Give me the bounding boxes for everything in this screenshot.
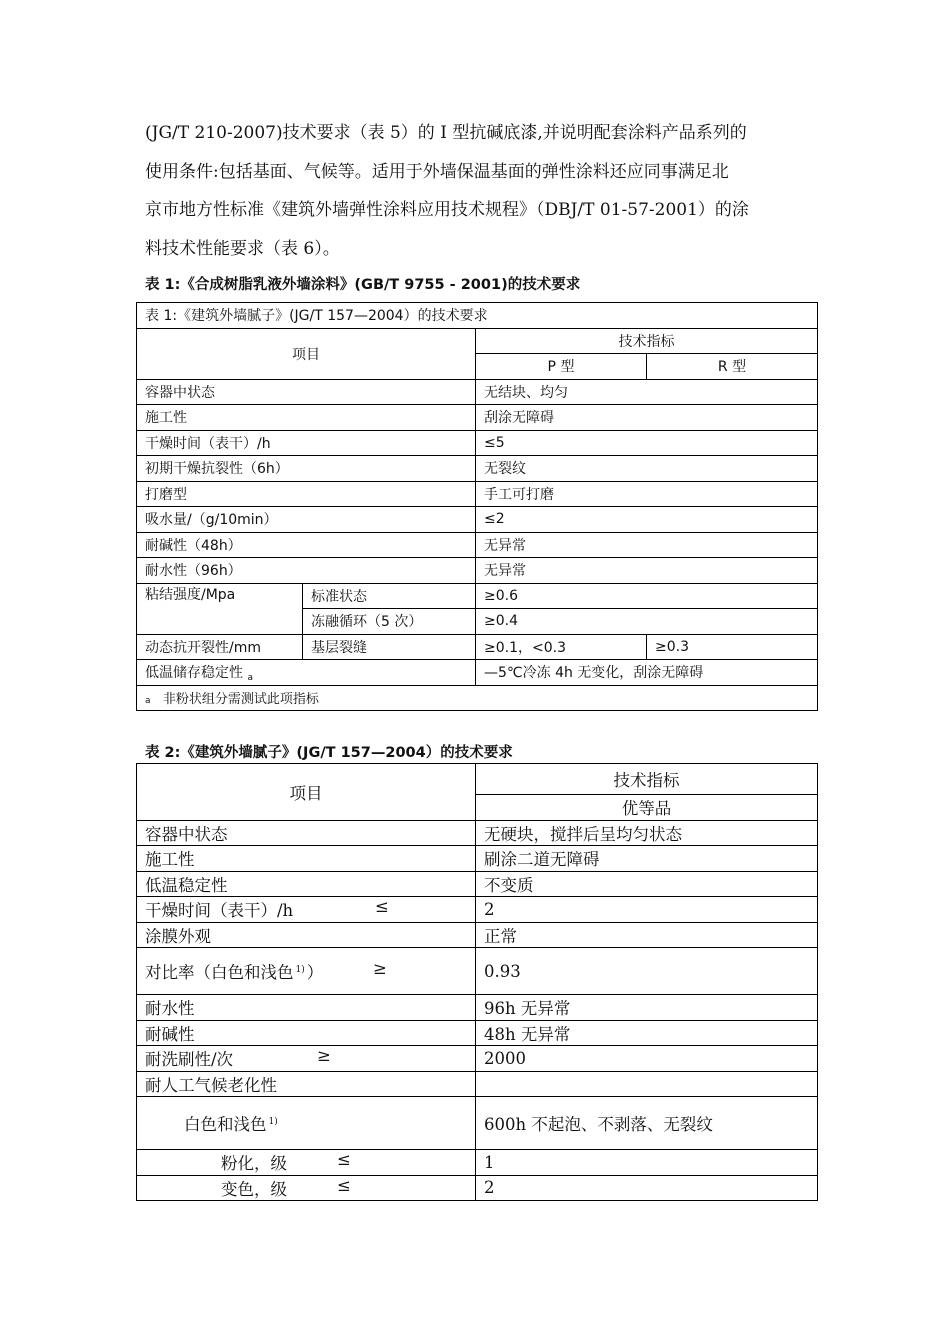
table1-header-p: P 型	[476, 354, 647, 380]
table1-value: ≤5	[476, 430, 818, 456]
comparison-symbol: ≤	[337, 1150, 351, 1170]
intro-paragraph	[145, 114, 817, 268]
comparison-symbol: ≤	[375, 897, 389, 917]
table2-header-index: 技术指标	[476, 764, 818, 795]
table2-item	[137, 1150, 476, 1176]
table2-value: 1	[476, 1150, 818, 1176]
table1-item: 吸水量/（g/10min）	[137, 507, 476, 533]
table1-value: 手工可打磨	[476, 481, 818, 507]
table2-caption: 表 2:《建筑外墙腻子》(JG/T 157—2004）的技术要求	[145, 745, 513, 761]
table2-item: 涂膜外观	[137, 922, 476, 948]
table1-item	[137, 660, 476, 686]
table2-value: 48h 无异常	[476, 1020, 818, 1046]
table1-item: 打磨型	[137, 481, 476, 507]
table-row	[137, 532, 818, 558]
table1-note	[137, 685, 818, 711]
table2-item: 容器中状态	[137, 820, 476, 846]
table-row	[137, 922, 818, 948]
table2-value: 0.93	[476, 948, 818, 995]
table2-item	[137, 897, 476, 923]
table2-header-grade: 优等品	[476, 795, 818, 821]
paragraph-line: (JG/T 210-2007)技术要求（表 5）的 I 型抗碱底漆,并说明配套涂料产品系列的	[145, 123, 747, 143]
table-row	[137, 379, 818, 405]
table-row	[137, 685, 818, 711]
table2-item-label: 干燥时间（表干）/h	[145, 901, 294, 921]
comparison-symbol: ≥	[373, 959, 387, 978]
table2-item	[137, 1046, 476, 1072]
table2-item	[137, 1175, 476, 1201]
table1-subitem: 基层裂缝	[303, 634, 476, 660]
table2-item: 耐碱性	[137, 1020, 476, 1046]
table2-item-label: 对比率（白色和浅色	[145, 963, 294, 982]
table1-note-text: 非粉状组分需测试此项指标	[162, 692, 319, 708]
comparison-symbol: ≤	[337, 1175, 351, 1195]
table-row	[137, 456, 818, 482]
table2-item-label: 白色和浅色	[184, 1115, 267, 1134]
paragraph-line: 京市地方性标准《建筑外墙弹性涂料应用技术规程》（DBJ/T 01-57-2001）的涂	[145, 200, 749, 220]
table-row	[137, 481, 818, 507]
table-row	[137, 430, 818, 456]
table2-item-label: 耐洗刷性/次	[145, 1050, 234, 1070]
table-row	[137, 820, 818, 846]
table1-subitem: 冻融循环（5 次）	[303, 609, 476, 635]
table-row	[137, 634, 818, 660]
table2-value: 2	[476, 1175, 818, 1201]
table2-item: 耐人工气候老化性	[137, 1071, 476, 1097]
table-row	[137, 583, 818, 609]
table-row	[137, 1150, 818, 1176]
paragraph-line: 使用条件:包括基面、气候等。适用于外墙保温基面的弹性涂料还应同事满足北	[145, 161, 729, 182]
table-row	[137, 558, 818, 584]
table2-value: 无硬块，搅拌后呈均匀状态	[476, 820, 818, 846]
comparison-symbol: ≥	[317, 1046, 331, 1066]
table1-value: ≤2	[476, 507, 818, 533]
table-row	[137, 948, 818, 995]
table2-header-item: 项目	[137, 764, 476, 821]
table1-inner-title: 表 1:《建筑外墙腻子》(JG/T 157—2004）的技术要求	[137, 303, 818, 329]
table-row	[137, 405, 818, 431]
table-row	[137, 1071, 818, 1097]
table1-value: 无结块、均匀	[476, 379, 818, 405]
table1-value-r: ≥0.3	[647, 634, 818, 660]
table-row	[137, 995, 818, 1021]
table2	[136, 763, 818, 1201]
table2-item: 低温稳定性	[137, 871, 476, 897]
table-row	[137, 507, 818, 533]
table2-item-label: 变色，级	[221, 1179, 287, 1199]
table1-header-r: R 型	[647, 354, 818, 380]
table1-item: 粘结强度/Mpa	[137, 583, 303, 634]
footnote-mark: 1)	[268, 1117, 278, 1127]
table2-value: 2	[476, 897, 818, 923]
table-row	[137, 871, 818, 897]
table2-item-tail: ）	[306, 963, 324, 982]
table1-item: 耐水性（96h）	[137, 558, 476, 584]
table-row	[137, 660, 818, 686]
table2-item: 耐水性	[137, 995, 476, 1021]
table1-value: 无裂纹	[476, 456, 818, 482]
table1-value: ≥0.4	[476, 609, 818, 635]
table1-value: 无异常	[476, 532, 818, 558]
table-row	[137, 1046, 818, 1072]
table2-value: 正常	[476, 922, 818, 948]
table2-value: 2000	[476, 1046, 818, 1072]
table1-item: 动态抗开裂性/mm	[137, 634, 303, 660]
table1-value: ≥0.6	[476, 583, 818, 609]
table-row	[137, 846, 818, 872]
table2-item-label: 粉化，级	[221, 1154, 287, 1174]
table2-value	[476, 1071, 818, 1097]
table-row	[137, 1175, 818, 1201]
table2-value: 600h 不起泡、不剥落、无裂纹	[476, 1097, 818, 1150]
table2-item: 施工性	[137, 846, 476, 872]
table1-item: 干燥时间（表干）/h	[137, 430, 476, 456]
table-row	[137, 1097, 818, 1150]
table1-subitem: 标准状态	[303, 583, 476, 609]
table2-value: 96h 无异常	[476, 995, 818, 1021]
footnote-mark: 1)	[295, 965, 305, 975]
table2-item	[137, 1097, 476, 1150]
table1-header-index: 技术指标	[476, 328, 818, 354]
table2-item	[137, 948, 476, 995]
table2-value: 刷涂二道无障碍	[476, 846, 818, 872]
table1-value-p: ≥0.1，<0.3	[476, 634, 647, 660]
table2-value: 不变质	[476, 871, 818, 897]
table1-item: 耐碱性（48h）	[137, 532, 476, 558]
table-row	[137, 1020, 818, 1046]
paragraph-line: 料技术性能要求（表 6）。	[145, 238, 340, 259]
table1-value: 无异常	[476, 558, 818, 584]
table-row	[137, 897, 818, 923]
table1-item: 施工性	[137, 405, 476, 431]
table1-header-item: 项目	[137, 328, 476, 379]
footnote-mark: a	[145, 696, 151, 707]
table1-value: 刮涂无障碍	[476, 405, 818, 431]
table1-caption: 表 1:《合成树脂乳液外墙涂料》(GB/T 9755 - 2001)的技术要求	[145, 277, 581, 293]
table1-item: 初期干燥抗裂性（6h）	[137, 456, 476, 482]
table1-item: 容器中状态	[137, 379, 476, 405]
footnote-mark: a	[247, 673, 253, 684]
table1	[136, 302, 818, 711]
table1-value: —5℃冷冻 4h 无变化，刮涂无障碍	[476, 660, 818, 686]
table1-item-label: 低温储存稳定性	[145, 665, 243, 682]
